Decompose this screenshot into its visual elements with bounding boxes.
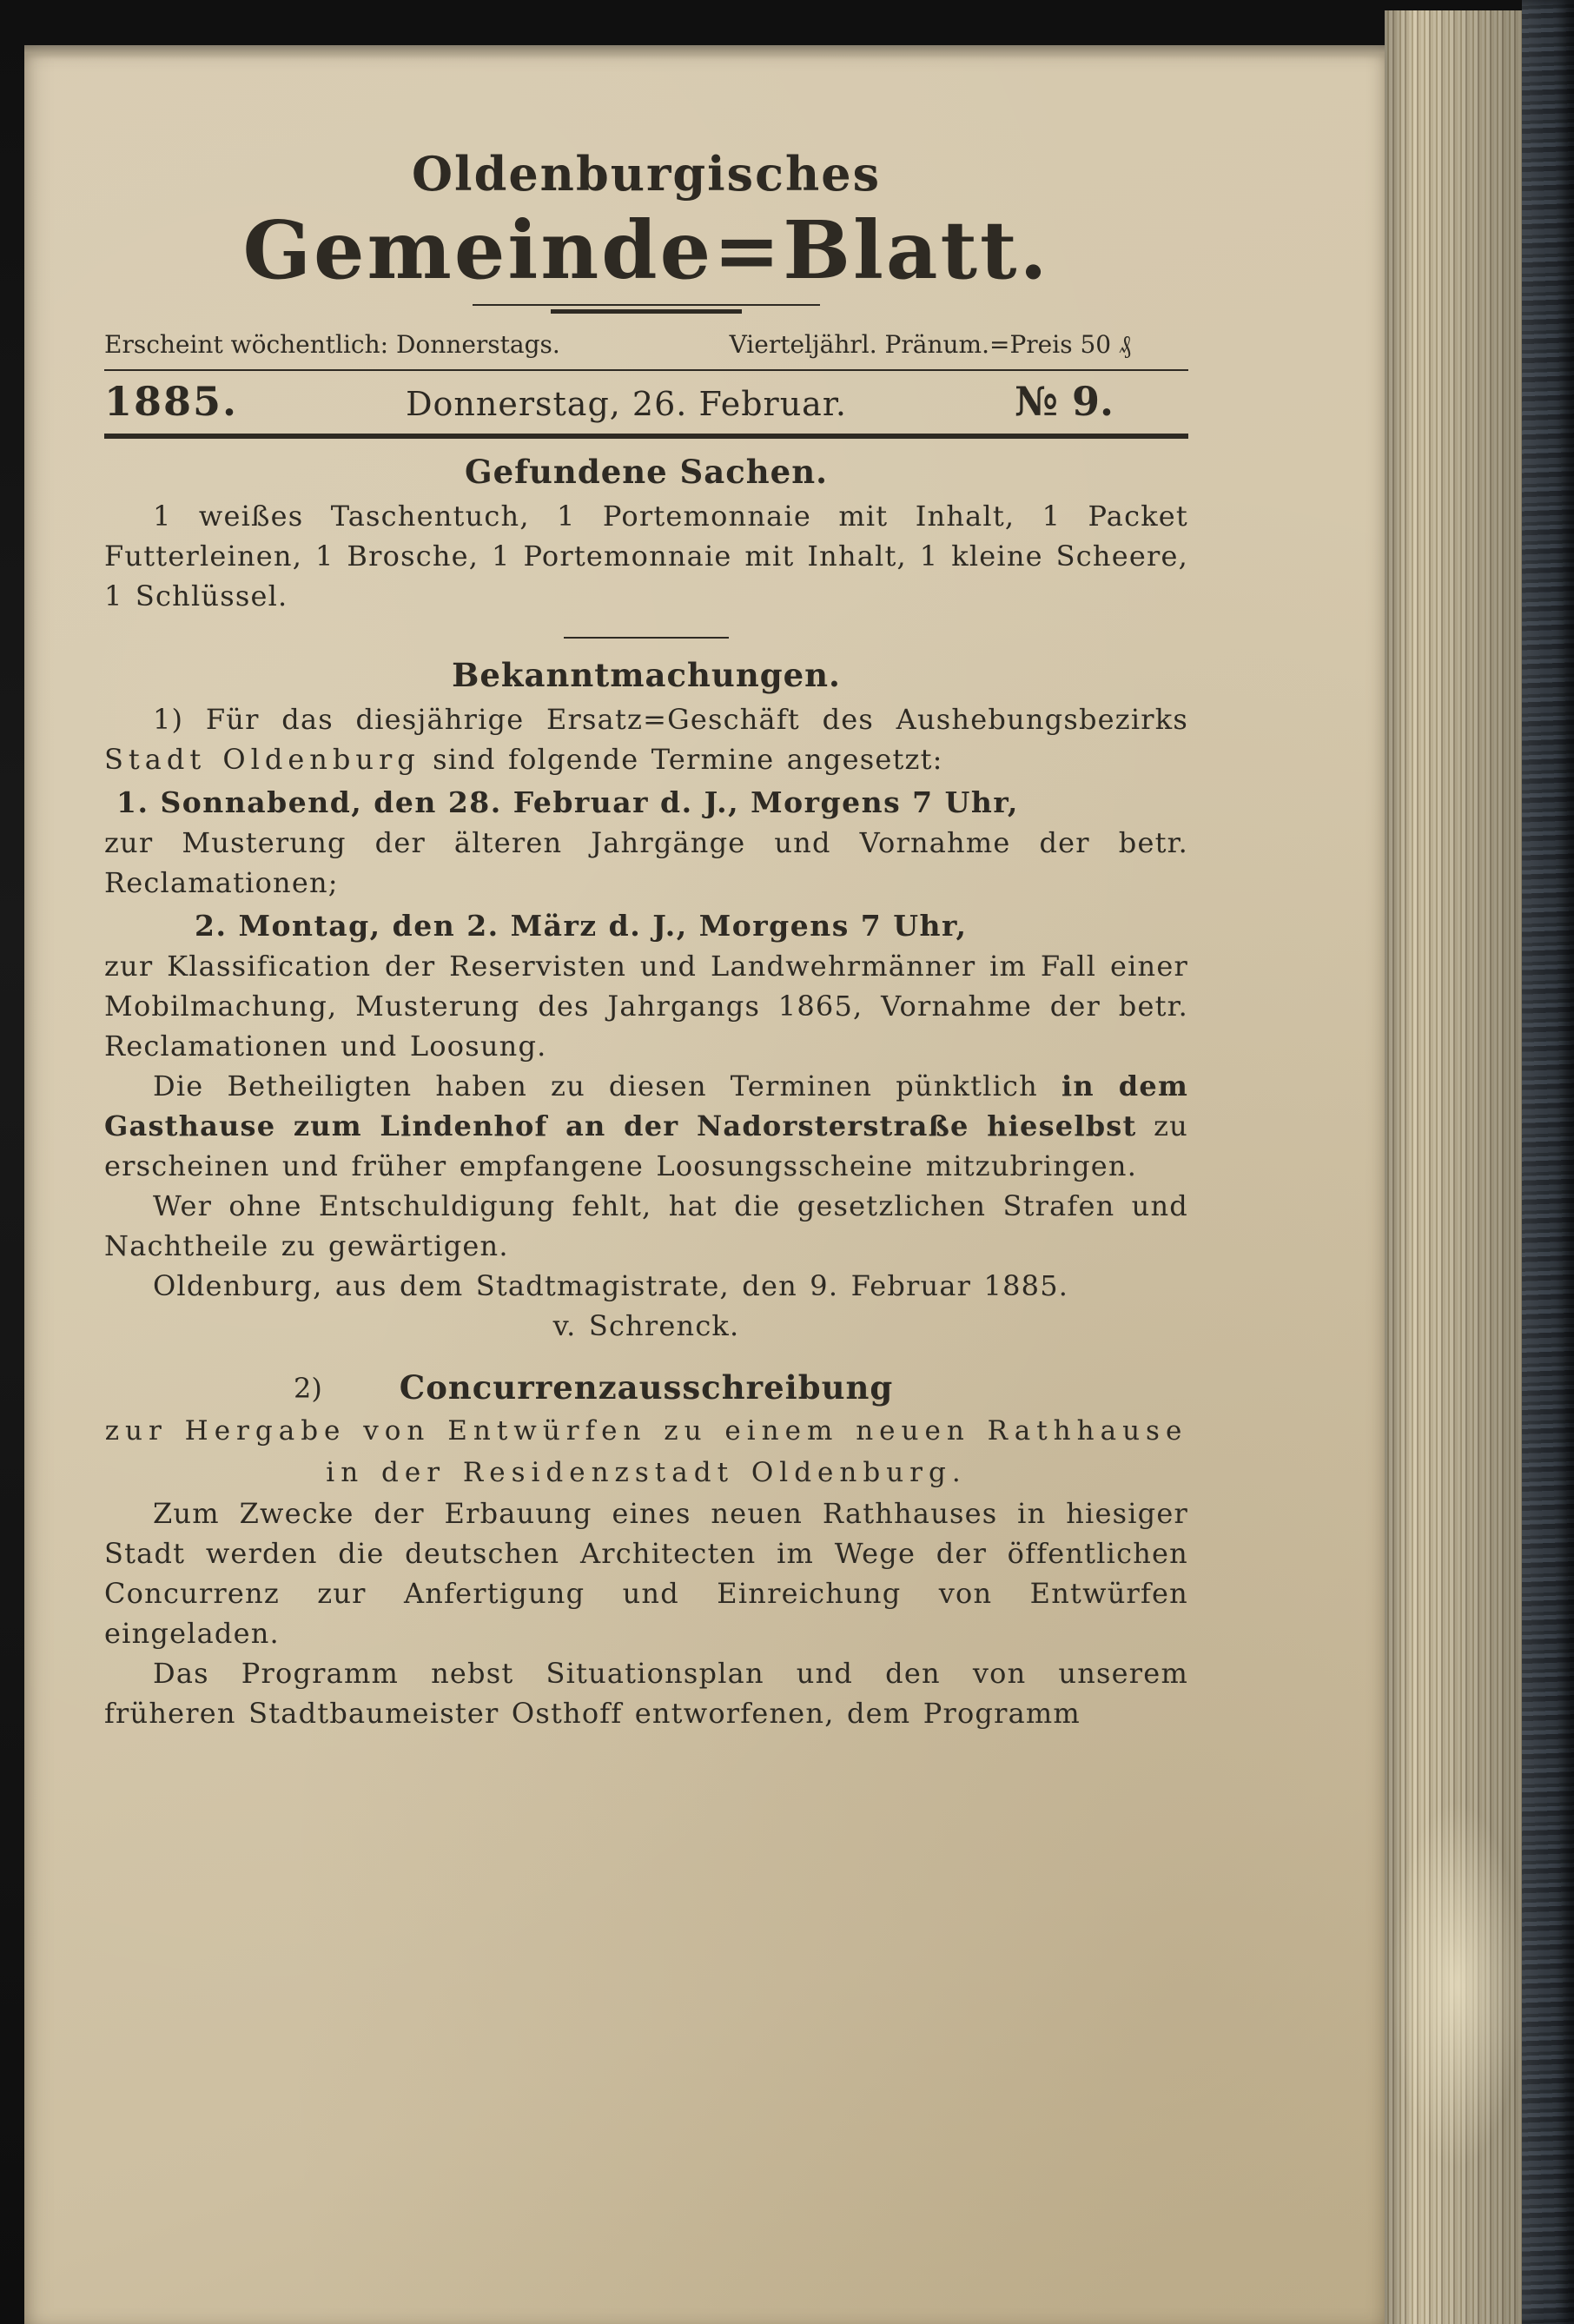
section-heading-found: Gefundene Sachen.: [464, 453, 829, 491]
announcement2-number: 2): [294, 1372, 322, 1405]
signature-name: v. Schrenck.: [552, 1309, 740, 1342]
term1-body: zur Musterung der älteren Jahrgänge und Vornahme der betr. Reclamationen;: [104, 826, 1188, 899]
section-found-items: [104, 453, 1188, 616]
masthead-rule-thin: [104, 369, 1188, 371]
term2-body: zur Klassification der Reservisten und Landwehrmänner im Fall einer Mobilmachung, Musterung des Jahrgangs 1865, Vornahme der betr. Reclamationen und Loosung.: [104, 950, 1188, 1063]
announcement1-intro: [104, 699, 1188, 779]
section-announcements: [104, 656, 1188, 1733]
ornament-line-short: [551, 309, 742, 314]
announcement2-subheading: zur Hergabe von Entwürfen zu einem neuen Rathhause in der Residenzstadt Oldenburg.: [104, 1415, 1188, 1488]
found-items-paragraph: 1 weißes Taschentuch, 1 Portemonnaie mit Inhalt, 1 Packet Futterleinen, 1 Brosche, 1 Portemonnaie mit Inhalt, 1 kleine Scheere, 1 Schlüssel.: [104, 500, 1188, 612]
book-page-edges: [1385, 10, 1522, 2324]
page-content: [104, 45, 1188, 1733]
announcement2-heading: Concurrenzausschreibung: [399, 1368, 894, 1407]
signature-line: Oldenburg, aus dem Stadtmagistrate, den 9. Februar 1885.: [153, 1269, 1069, 1302]
masthead-title-top: Oldenburgisches: [412, 146, 881, 202]
issue-date-row: [104, 374, 1188, 430]
term2-title: 2. Montag, den 2. März d. J., Morgens 7 Uhr,: [195, 909, 968, 943]
intro-text-end: sind folgende Termine angesetzt:: [420, 743, 943, 776]
masthead-title-main: Gemeinde=Blatt.: [242, 203, 1050, 297]
note-text: Die Betheiligten haben zu diesen Terminen pünktlich: [153, 1069, 1061, 1102]
issue-year: 1885.: [104, 378, 239, 425]
publication-frequency: Erscheint wöchentlich: Donnerstags.: [104, 330, 560, 359]
intro-text: 1) Für das diesjährige Ersatz=Geschäft des Aushebungsbezirks: [153, 703, 1188, 736]
issue-date: Donnerstag, 26. Februar.: [406, 385, 847, 423]
ornament-line-long: [473, 304, 820, 306]
publication-info-row: [104, 331, 1188, 359]
masthead-ornament: [473, 304, 820, 314]
note-venue-bold: in dem Gasthause zum Lindenhof an der Nadorsterstraße hieselbst: [104, 1069, 1189, 1142]
note-text-end: zu erscheinen und früher empfangene Loosungsscheine mitzubringen.: [104, 1109, 1188, 1182]
book-cover: [1522, 0, 1574, 2324]
section-heading-announcements: Bekanntmachungen.: [452, 656, 841, 694]
penalty-warning: Wer ohne Entschuldigung fehlt, hat die gesetzlichen Strafen und Nachtheile zu gewärtigen.: [104, 1189, 1188, 1262]
attendance-note: [104, 1066, 1188, 1186]
intro-spaced-text: Stadt Oldenburg: [104, 743, 420, 776]
announcement2-paragraph1: Zum Zwecke der Erbauung eines neuen Rathhauses in hiesiger Stadt werden die deutschen Architecten im Wege der öffentlichen Concurrenz zur Anfertigung und Einreichung von Entwürfen eingeladen.: [104, 1497, 1188, 1650]
masthead: [104, 148, 1188, 439]
announcement2-paragraph2: Das Programm nebst Situationsplan und den von unserem früheren Stadtbaumeister Osthoff entworfenen, dem Programm: [104, 1657, 1188, 1730]
issue-number: № 9.: [1014, 378, 1114, 425]
masthead-rule-thick: [104, 434, 1188, 439]
publication-price: Vierteljährl. Pränum.=Preis 50 ₰: [729, 330, 1131, 359]
section-divider: [564, 637, 729, 639]
term1-title: 1. Sonnabend, den 28. Februar d. J., Morgens 7 Uhr,: [116, 785, 1019, 819]
newspaper-page: [24, 45, 1385, 2324]
announcement2-heading-row: [104, 1368, 1188, 1407]
